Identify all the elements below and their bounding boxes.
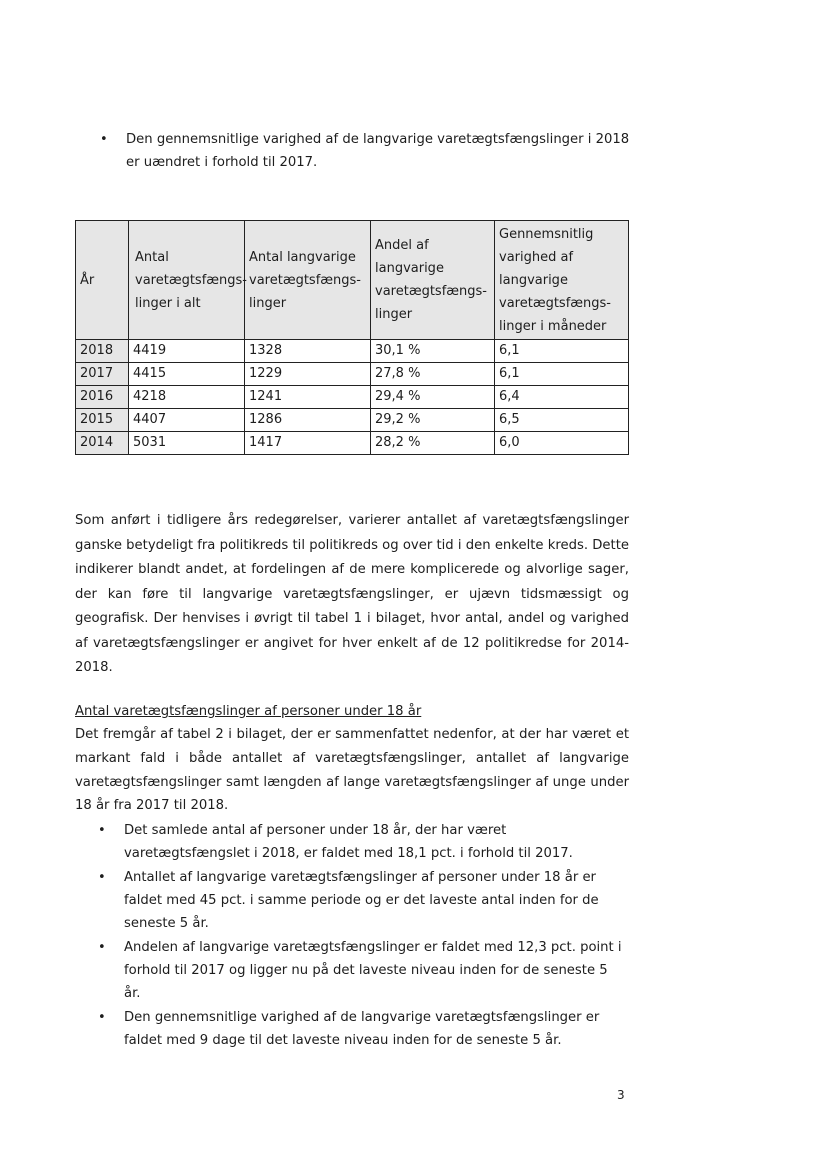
list-item bbox=[100, 128, 631, 174]
table-row bbox=[76, 386, 629, 409]
header-share: Andel af langvarige varetægtsfængs-linger bbox=[371, 221, 495, 340]
header-duration: Gennemsnitlig varighed af langvarige varetægtsfængs-linger i måneder bbox=[495, 221, 629, 340]
table-row bbox=[76, 409, 629, 432]
cell-total: 4407 bbox=[129, 409, 245, 432]
table-row bbox=[76, 432, 629, 455]
cell-duration: 6,1 bbox=[495, 363, 629, 386]
section-heading-under-18: Antal varetægtsfængslinger af personer under 18 år bbox=[75, 704, 422, 719]
cell-total: 4415 bbox=[129, 363, 245, 386]
cell-share: 29,4 % bbox=[371, 386, 495, 409]
cell-duration: 6,4 bbox=[495, 386, 629, 409]
cell-long: 1417 bbox=[245, 432, 371, 455]
table-row bbox=[76, 340, 629, 363]
bullet-icon: • bbox=[98, 823, 106, 838]
body-paragraph-under-18: Det fremgår af tabel 2 i bilaget, der er sammenfattet nedenfor, at der har været et markant fald i både antallet af varetægtsfængslinger, antallet af langvarige varetægtsfængslinger samt længden af lange varetægtsfængslinger af unge under 18 år fra 2017 til 2018. bbox=[75, 727, 629, 814]
bullet-icon: • bbox=[98, 1010, 106, 1025]
header-year: År bbox=[76, 221, 129, 340]
bullet-text: Antallet af langvarige varetægtsfængslinger af personer under 18 år er faldet med 45 pct. i samme periode og er det laveste antal inden for de seneste 5 år. bbox=[124, 870, 599, 931]
cell-duration: 6,0 bbox=[495, 432, 629, 455]
cell-total: 4419 bbox=[129, 340, 245, 363]
cell-long: 1286 bbox=[245, 409, 371, 432]
bullet-text: Den gennemsnitlige varighed af de langvarige varetægtsfængslinger er faldet med 9 dage til det laveste niveau inden for de seneste 5 år. bbox=[124, 1010, 600, 1048]
page-number: 3 bbox=[617, 1088, 625, 1102]
list-item bbox=[98, 1006, 628, 1052]
body-paragraph-regional-variation: Som anført i tidligere års redegørelser, varierer antallet af varetægtsfængslinger ganske betydeligt fra politikreds til politikreds og over tid i den enkelte kreds. Dette indikerer blandt andet, at fordelingen af de mere komplicerede og alvorlige sager, der kan føre til langvarige varetægtsfængslinger, er ujævn tidsmæssigt og geografisk. Der henvises i øvrigt til tabel 1 i bilaget, hvor antal, andel og varighed af varetægtsfængslinger er angivet for hver enkelt af de 12 politikredse for 2014-2018. bbox=[75, 513, 629, 675]
cell-share: 29,2 % bbox=[371, 409, 495, 432]
cell-share: 30,1 % bbox=[371, 340, 495, 363]
list-item bbox=[98, 866, 628, 935]
header-total: Antal varetægtsfængs-linger i alt bbox=[129, 221, 245, 340]
cell-long: 1241 bbox=[245, 386, 371, 409]
bullet-text: Andelen af langvarige varetægtsfængslinger er faldet med 12,3 pct. point i forhold til 2017 og ligger nu på det laveste niveau inden for de seneste 5 år. bbox=[124, 940, 622, 1001]
table-row bbox=[76, 363, 629, 386]
list-item bbox=[98, 819, 628, 865]
header-long: Antal langvarige varetægtsfængs-linger bbox=[245, 221, 371, 340]
statistics-table bbox=[75, 220, 629, 455]
bullet-icon: • bbox=[100, 132, 108, 147]
cell-year: 2014 bbox=[76, 432, 129, 455]
cell-total: 4218 bbox=[129, 386, 245, 409]
cell-share: 27,8 % bbox=[371, 363, 495, 386]
statistics-table-container bbox=[75, 220, 628, 463]
cell-year: 2016 bbox=[76, 386, 129, 409]
bullet-text: Det samlede antal af personer under 18 år, der har været varetægtsfængslet i 2018, er faldet med 18,1 pct. i forhold til 2017. bbox=[124, 823, 573, 861]
cell-year: 2015 bbox=[76, 409, 129, 432]
bullet-icon: • bbox=[98, 870, 106, 885]
bullet-text: Den gennemsnitlige varighed af de langvarige varetægtsfængslinger i 2018 er uændret i forhold til 2017. bbox=[126, 132, 630, 170]
cell-duration: 6,1 bbox=[495, 340, 629, 363]
cell-long: 1229 bbox=[245, 363, 371, 386]
cell-year: 2017 bbox=[76, 363, 129, 386]
list-item bbox=[98, 936, 628, 1005]
cell-share: 28,2 % bbox=[371, 432, 495, 455]
under-18-bullet-list bbox=[98, 819, 628, 1053]
cell-long: 1328 bbox=[245, 340, 371, 363]
cell-duration: 6,5 bbox=[495, 409, 629, 432]
cell-year: 2018 bbox=[76, 340, 129, 363]
intro-bullet-list bbox=[100, 128, 631, 174]
cell-total: 5031 bbox=[129, 432, 245, 455]
bullet-icon: • bbox=[98, 940, 106, 955]
table-header-row bbox=[76, 221, 629, 340]
